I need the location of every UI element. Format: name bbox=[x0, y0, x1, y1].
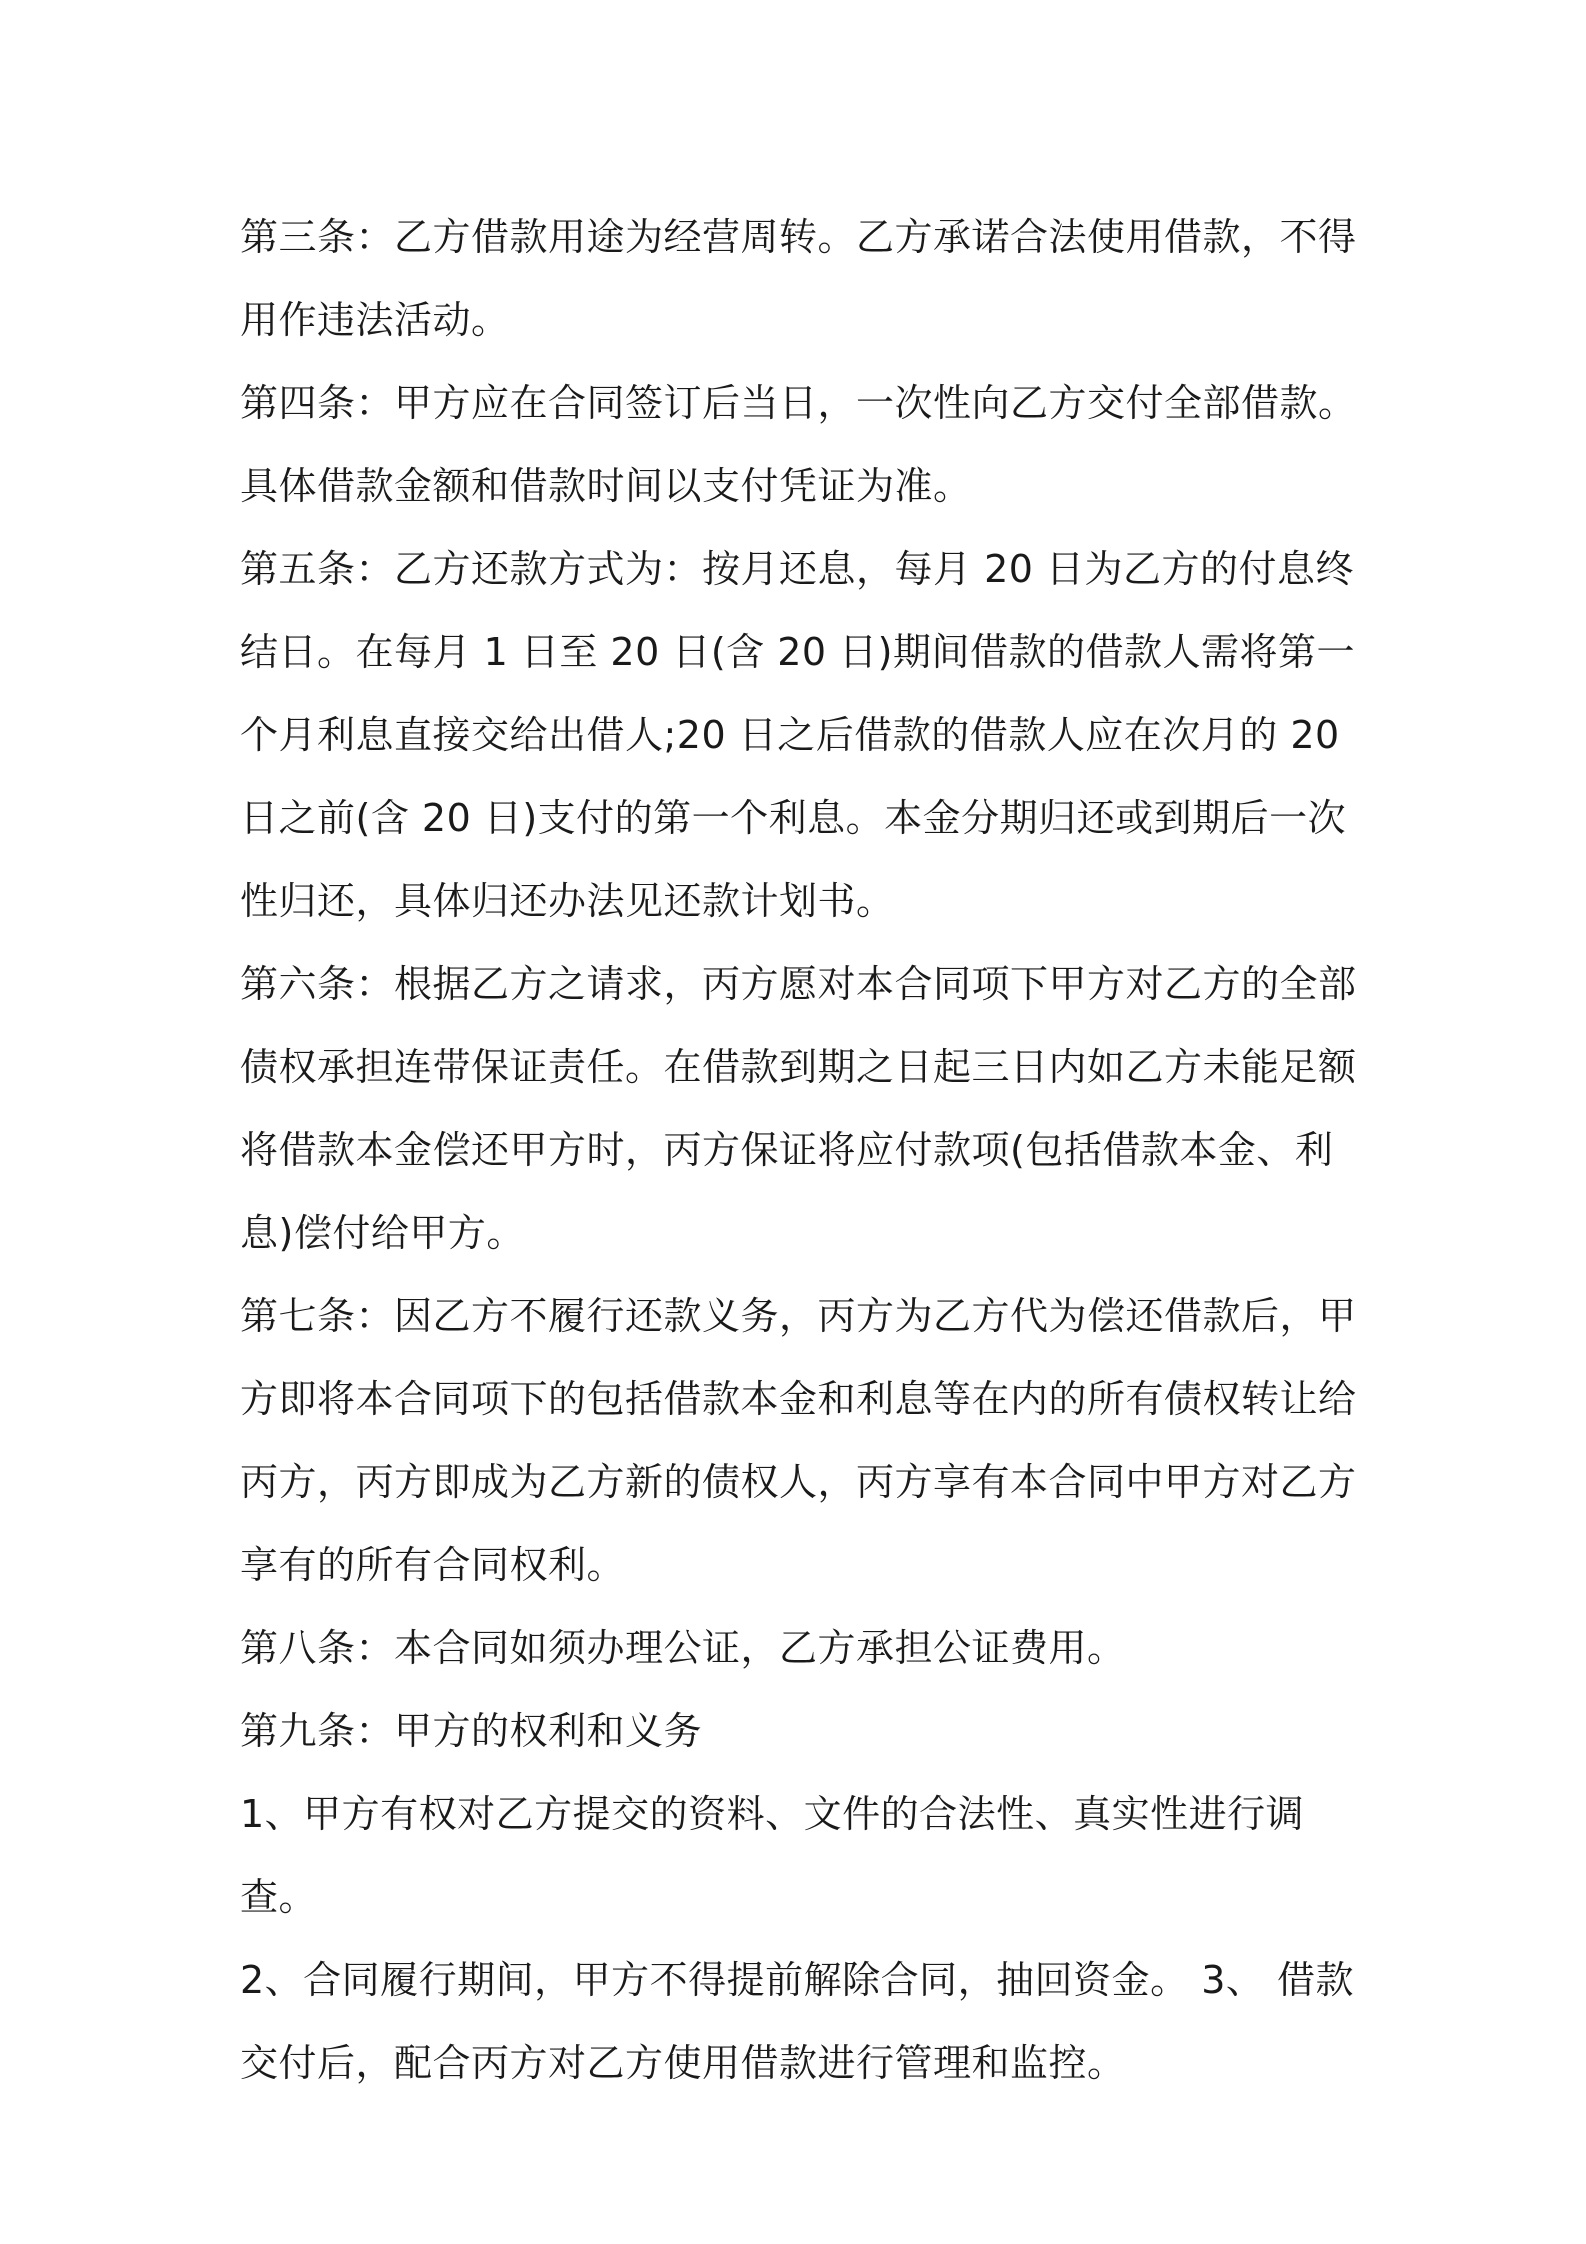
article-3-paragraph: 第三条：乙方借款用途为经营周转。乙方承诺合法使用借款，不得用作违法活动。 bbox=[240, 215, 1357, 342]
article-7-paragraph: 第七条：因乙方不履行还款义务，丙方为乙方代为偿还借款后，甲方即将本合同项下的包括借款本金和利息等在内的所有债权转让给丙方，丙方即成为乙方新的债权人，丙方享有本合同中甲方对乙方享有的所有合同权利。 bbox=[240, 1294, 1357, 1587]
article-9-item-2-3: 2、合同履行期间，甲方不得提前解除合同，抽回资金。 3、 借款交付后，配合丙方对乙方使用借款进行管理和监控。 bbox=[240, 1958, 1355, 2085]
article-6-paragraph: 第六条：根据乙方之请求，丙方愿对本合同项下甲方对乙方的全部债权承担连带保证责任。在借款到期之日起三日内如乙方未能足额将借款本金偿还甲方时，丙方保证将应付款项(包括借款本金、利息)偿付给甲方。 bbox=[240, 962, 1357, 1255]
document-body bbox=[240, 196, 1360, 2105]
article-9-heading: 第九条：甲方的权利和义务 bbox=[240, 1709, 703, 1753]
article-5-paragraph: 第五条：乙方还款方式为：按月还息，每月 20 日为乙方的付息终结日。在每月 1 日至 20 日(含 20 日)期间借款的借款人需将第一个月利息直接交给出借人;20 日之后借款的借款人应在次月的 20 日之前(含 20 日)支付的第一个利息。本金分期归还或到期后一次性归还，具体归还办法见还款计划书。 bbox=[240, 547, 1356, 923]
article-4-paragraph: 第四条：甲方应在合同签订后当日，一次性向乙方交付全部借款。具体借款金额和借款时间以支付凭证为准。 bbox=[240, 381, 1357, 508]
article-8-paragraph: 第八条：本合同如须办理公证，乙方承担公证费用。 bbox=[240, 1626, 1126, 1670]
article-9-item-1: 1、甲方有权对乙方提交的资料、文件的合法性、真实性进行调查。 bbox=[240, 1792, 1305, 1919]
